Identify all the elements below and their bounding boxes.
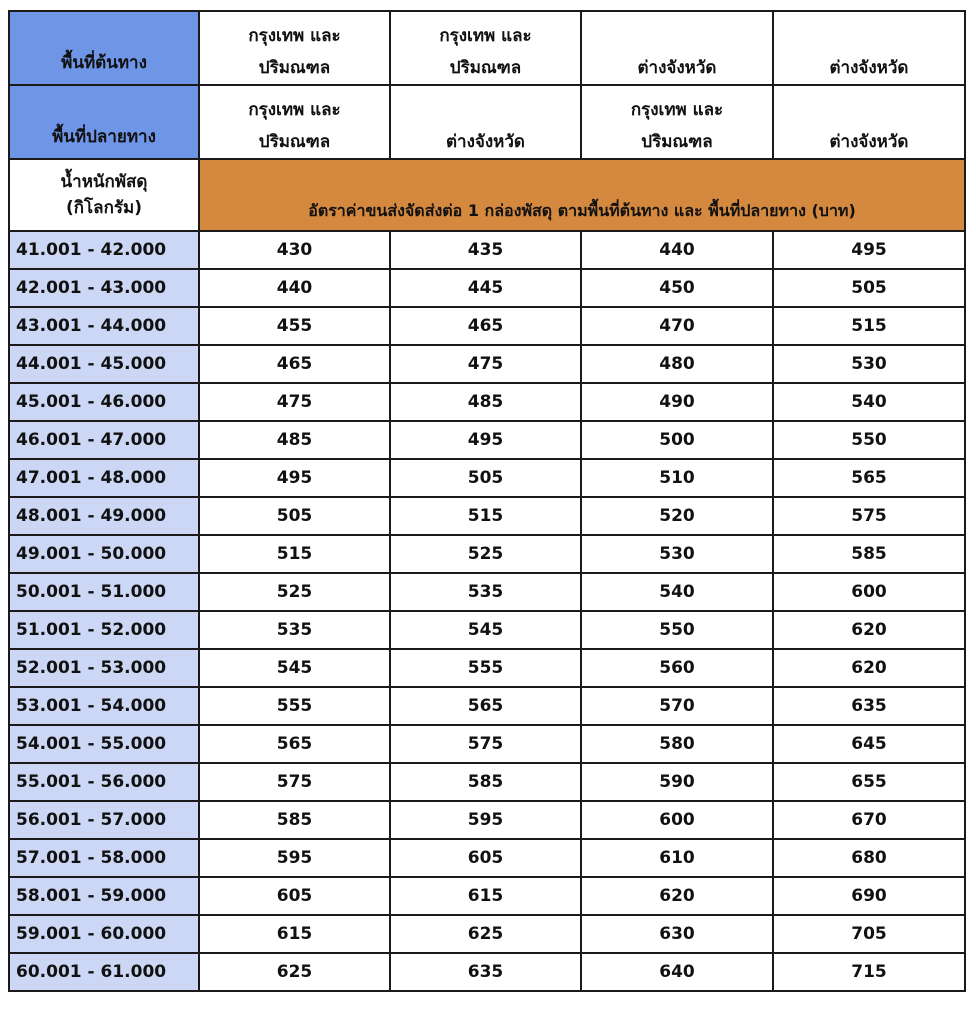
weight-range-cell: 54.001 - 55.000 xyxy=(9,725,199,763)
destination-col-2: ต่างจังหวัด xyxy=(390,85,581,159)
rate-cell: 530 xyxy=(581,535,773,573)
weight-range-cell: 43.001 - 44.000 xyxy=(9,307,199,345)
weight-range-cell: 51.001 - 52.000 xyxy=(9,611,199,649)
rate-cell: 430 xyxy=(199,231,390,269)
rate-cell: 635 xyxy=(773,687,965,725)
rate-cell: 485 xyxy=(390,383,581,421)
rate-cell: 595 xyxy=(199,839,390,877)
weight-range-cell: 46.001 - 47.000 xyxy=(9,421,199,459)
rate-cell: 535 xyxy=(199,611,390,649)
weight-range-cell: 52.001 - 53.000 xyxy=(9,649,199,687)
origin-col-4: ต่างจังหวัด xyxy=(773,11,965,85)
table-row xyxy=(9,459,965,497)
rate-cell: 435 xyxy=(390,231,581,269)
rate-cell: 580 xyxy=(581,725,773,763)
rate-cell: 440 xyxy=(581,231,773,269)
rate-cell: 470 xyxy=(581,307,773,345)
destination-col-4: ต่างจังหวัด xyxy=(773,85,965,159)
weight-range-cell: 42.001 - 43.000 xyxy=(9,269,199,307)
origin-col-1: กรุงเทพ และ ปริมณฑล xyxy=(199,11,390,85)
rate-cell: 505 xyxy=(773,269,965,307)
rate-cell: 440 xyxy=(199,269,390,307)
weight-range-cell: 41.001 - 42.000 xyxy=(9,231,199,269)
rate-cell: 530 xyxy=(773,345,965,383)
rate-cell: 510 xyxy=(581,459,773,497)
rate-cell: 615 xyxy=(199,915,390,953)
weight-range-cell: 55.001 - 56.000 xyxy=(9,763,199,801)
rate-cell: 575 xyxy=(773,497,965,535)
rate-cell: 550 xyxy=(581,611,773,649)
rate-cell: 615 xyxy=(390,877,581,915)
rate-cell: 620 xyxy=(773,649,965,687)
rate-cell: 625 xyxy=(199,953,390,991)
rate-cell: 585 xyxy=(199,801,390,839)
rate-cell: 495 xyxy=(390,421,581,459)
rate-cell: 595 xyxy=(390,801,581,839)
rate-cell: 495 xyxy=(199,459,390,497)
shipping-rate-table xyxy=(8,10,966,992)
table-row xyxy=(9,497,965,535)
destination-col-3: กรุงเทพ และ ปริมณฑล xyxy=(581,85,773,159)
table-row xyxy=(9,687,965,725)
weight-range-cell: 50.001 - 51.000 xyxy=(9,573,199,611)
weight-range-cell: 58.001 - 59.000 xyxy=(9,877,199,915)
rate-cell: 540 xyxy=(773,383,965,421)
rate-cell: 585 xyxy=(390,763,581,801)
rate-cell: 670 xyxy=(773,801,965,839)
rate-cell: 450 xyxy=(581,269,773,307)
rate-cell: 490 xyxy=(581,383,773,421)
rate-cell: 505 xyxy=(199,497,390,535)
rate-cell: 500 xyxy=(581,421,773,459)
rate-cell: 555 xyxy=(390,649,581,687)
table-row xyxy=(9,877,965,915)
table-row xyxy=(9,307,965,345)
rate-cell: 465 xyxy=(390,307,581,345)
rate-cell: 565 xyxy=(390,687,581,725)
rate-cell: 605 xyxy=(199,877,390,915)
rate-cell: 525 xyxy=(199,573,390,611)
table-row xyxy=(9,725,965,763)
rate-cell: 610 xyxy=(581,839,773,877)
rate-cell: 455 xyxy=(199,307,390,345)
table-row xyxy=(9,345,965,383)
origin-area-label: พื้นที่ต้นทาง xyxy=(9,11,199,85)
weight-range-cell: 60.001 - 61.000 xyxy=(9,953,199,991)
rate-cell: 445 xyxy=(390,269,581,307)
weight-range-cell: 44.001 - 45.000 xyxy=(9,345,199,383)
rate-cell: 545 xyxy=(390,611,581,649)
rate-cell: 625 xyxy=(390,915,581,953)
rate-cell: 690 xyxy=(773,877,965,915)
table-row xyxy=(9,269,965,307)
weight-range-cell: 59.001 - 60.000 xyxy=(9,915,199,953)
rate-cell: 600 xyxy=(581,801,773,839)
rate-cell: 485 xyxy=(199,421,390,459)
weight-header-row xyxy=(9,159,965,231)
rate-cell: 540 xyxy=(581,573,773,611)
destination-col-1: กรุงเทพ และ ปริมณฑล xyxy=(199,85,390,159)
rate-cell: 535 xyxy=(390,573,581,611)
weight-range-cell: 57.001 - 58.000 xyxy=(9,839,199,877)
weight-range-cell: 53.001 - 54.000 xyxy=(9,687,199,725)
table-row xyxy=(9,801,965,839)
rate-cell: 565 xyxy=(773,459,965,497)
rate-cell: 570 xyxy=(581,687,773,725)
weight-range-cell: 49.001 - 50.000 xyxy=(9,535,199,573)
rate-cell: 575 xyxy=(199,763,390,801)
rate-note: อัตราค่าขนส่งจัดส่งต่อ 1 กล่องพัสดุ ตามพื้นที่ต้นทาง และ พื้นที่ปลายทาง (บาท) xyxy=(199,159,965,231)
table-row xyxy=(9,421,965,459)
table-row xyxy=(9,231,965,269)
rate-cell: 495 xyxy=(773,231,965,269)
rate-cell: 515 xyxy=(390,497,581,535)
rate-cell: 620 xyxy=(773,611,965,649)
rate-cell: 605 xyxy=(390,839,581,877)
destination-area-label: พื้นที่ปลายทาง xyxy=(9,85,199,159)
rate-cell: 480 xyxy=(581,345,773,383)
rate-cell: 565 xyxy=(199,725,390,763)
rate-cell: 645 xyxy=(773,725,965,763)
rate-cell: 630 xyxy=(581,915,773,953)
origin-header-row xyxy=(9,11,965,85)
weight-range-cell: 48.001 - 49.000 xyxy=(9,497,199,535)
rate-cell: 635 xyxy=(390,953,581,991)
rate-cell: 545 xyxy=(199,649,390,687)
table-row xyxy=(9,649,965,687)
rate-cell: 620 xyxy=(581,877,773,915)
rate-cell: 520 xyxy=(581,497,773,535)
rate-cell: 575 xyxy=(390,725,581,763)
rate-cell: 505 xyxy=(390,459,581,497)
rate-cell: 715 xyxy=(773,953,965,991)
rate-cell: 560 xyxy=(581,649,773,687)
weight-column-header: น้ำหนักพัสดุ (กิโลกรัม) xyxy=(9,159,199,231)
rate-cell: 465 xyxy=(199,345,390,383)
table-row xyxy=(9,535,965,573)
origin-col-3: ต่างจังหวัด xyxy=(581,11,773,85)
table-row xyxy=(9,839,965,877)
rate-cell: 550 xyxy=(773,421,965,459)
rate-cell: 655 xyxy=(773,763,965,801)
table-row xyxy=(9,573,965,611)
destination-header-row xyxy=(9,85,965,159)
weight-range-cell: 45.001 - 46.000 xyxy=(9,383,199,421)
table-row xyxy=(9,611,965,649)
rate-cell: 600 xyxy=(773,573,965,611)
rate-cell: 640 xyxy=(581,953,773,991)
origin-col-2: กรุงเทพ และ ปริมณฑล xyxy=(390,11,581,85)
rate-cell: 680 xyxy=(773,839,965,877)
rate-cell: 475 xyxy=(390,345,581,383)
rate-cell: 585 xyxy=(773,535,965,573)
table-row xyxy=(9,915,965,953)
rate-cell: 555 xyxy=(199,687,390,725)
table-row xyxy=(9,953,965,991)
rate-cell: 515 xyxy=(773,307,965,345)
weight-range-cell: 56.001 - 57.000 xyxy=(9,801,199,839)
table-row xyxy=(9,383,965,421)
rate-cell: 475 xyxy=(199,383,390,421)
table-row xyxy=(9,763,965,801)
rate-cell: 705 xyxy=(773,915,965,953)
rate-cell: 525 xyxy=(390,535,581,573)
weight-range-cell: 47.001 - 48.000 xyxy=(9,459,199,497)
rate-cell: 590 xyxy=(581,763,773,801)
rate-cell: 515 xyxy=(199,535,390,573)
